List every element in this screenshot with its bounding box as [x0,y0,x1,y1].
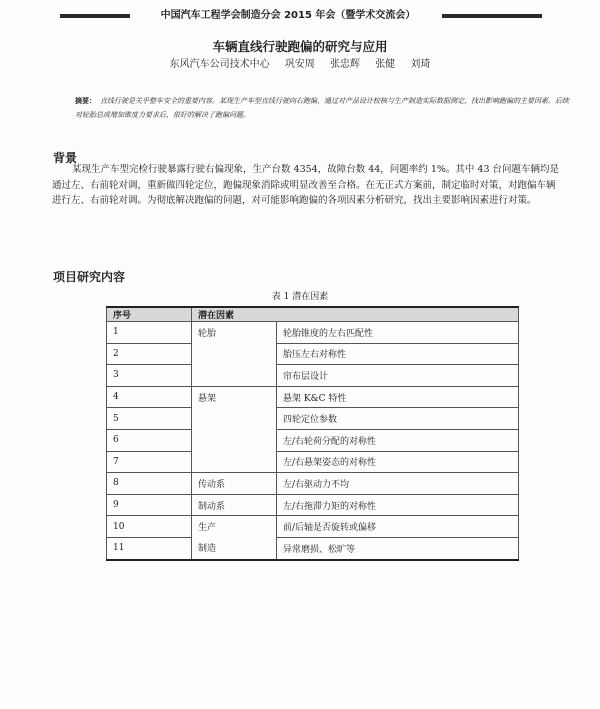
group-manufacturing-line1: 生产 [192,516,277,538]
abstract [75,94,575,122]
row-no: 1 [107,322,192,344]
affiliation: 东风汽车公司技术中心 [169,59,270,70]
section-heading-research: 项目研究内容 [53,270,126,284]
row-factor: 前/后轴是否旋转或偏移 [277,516,519,538]
row-factor: 胎压左右对称性 [277,343,519,365]
row-factor: 左/右悬架姿态的对称性 [277,451,519,473]
row-no: 10 [107,516,192,538]
header-rule-left [60,14,130,18]
row-no: 7 [107,451,192,473]
running-header [60,8,542,26]
table-caption: 表 1 潜在因素 [271,292,329,302]
abstract-text: 直线行驶是关乎整车安全的重要内容。某现生产车型直线行驶向右跑偏，通过对产品设计校核与生产制造实际数据测定，找出影响跑偏的主要因素。后续对轮胎总成增加锥度力要求后，很好的解决了跑偏问题。 [75,97,569,119]
group-manufacturing-line2: 制造 [192,537,277,559]
table-row [107,429,519,451]
table-row [107,408,519,430]
table-row [107,473,519,495]
row-no: 11 [107,537,192,559]
row-no: 5 [107,408,192,430]
row-no: 9 [107,494,192,516]
table-row [107,365,519,387]
group-drivetrain: 传动系 [192,473,277,495]
row-factor: 四轮定位参数 [277,408,519,430]
author-1: 巩安周 [284,59,315,70]
row-factor: 左/右驱动力不均 [277,473,519,495]
author-4: 刘琦 [410,59,431,70]
paper-title: 车辆直线行驶跑偏的研究与应用 [212,39,388,54]
header-factor: 潜在因素 [192,307,519,322]
section-heading-background: 背景 [53,151,78,165]
table-row [107,537,519,559]
group-brake: 制动系 [192,494,277,516]
author-2: 张忠辉 [330,59,360,70]
row-no: 4 [107,386,192,408]
table-row [107,322,519,344]
row-no: 6 [107,429,192,451]
row-no: 3 [107,365,192,387]
conference-name: 中国汽车工程学会制造分会 2015 年会（暨学术交流会） [160,10,416,21]
row-factor: 轮胎锥度的左右匹配性 [277,322,519,344]
row-no: 8 [107,473,192,495]
table-row [107,494,519,516]
group-suspension: 悬架 [192,386,277,472]
row-factor: 左/右轮荷分配的对称性 [277,429,519,451]
row-factor: 异常磨损、松旷等 [277,537,519,559]
table-row [107,343,519,365]
author-3: 张健 [375,59,396,70]
background-paragraph: 某现生产车型完检行驶暴露行驶右偏现象，生产台数 4354，故障台数 44，问题率约 1%。其中 43 台问题车辆均是通过左、右前轮对调，重新做四轮定位，跑偏现象消除或明显改善至合格。在无正式方案前，制定临时对策，对跑偏车辆进行左、右前轮对调。为彻底解决跑偏的问题，对可能影响跑偏的各项因素分析研究，找出主要影响因素进行对策。 [52,164,560,206]
potential-factors-table [106,306,519,561]
table-row [107,386,519,408]
group-tire: 轮胎 [192,322,277,387]
header-no: 序号 [107,307,192,322]
table-row [107,516,519,538]
row-factor: 帘布层设计 [277,365,519,387]
row-no: 2 [107,343,192,365]
row-factor: 左/右拖滞力矩的对称性 [277,494,519,516]
table-row [107,451,519,473]
table-header-row [107,307,519,322]
header-rule-right [442,14,542,18]
row-factor: 悬架 K&C 特性 [277,386,519,408]
abstract-label: 摘要： [75,96,96,105]
author-line [0,55,600,70]
